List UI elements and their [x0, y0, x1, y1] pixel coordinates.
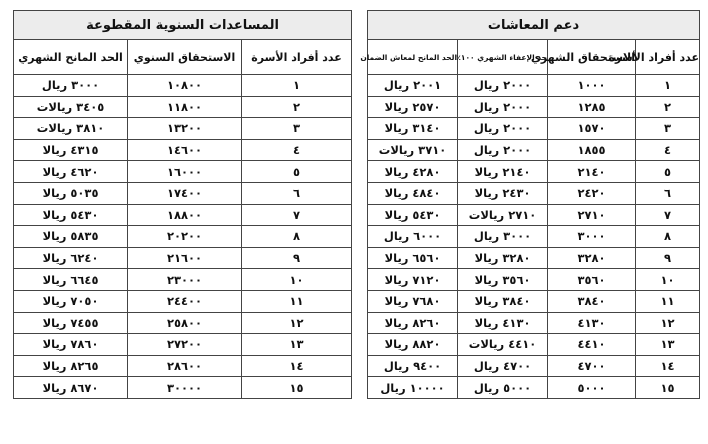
- table-row: [14, 75, 352, 97]
- monthly-entitlement-cell: ٤٧٠٠: [548, 355, 636, 377]
- monthly-entitlement-cell: ٣٨٤٠: [548, 290, 636, 312]
- header-family-size: عدد أفراد الأسرة: [636, 40, 700, 75]
- exemption-limit-cell: ٢٧١٠ ريالات: [458, 204, 548, 226]
- family-size-cell: ٣: [636, 118, 700, 140]
- annual-assistance-table: [13, 10, 352, 399]
- monthly-entitlement-cell: ٣٥٦٠: [548, 269, 636, 291]
- pension-threshold-cell: ٤٢٨٠ ريالا: [368, 161, 458, 183]
- pension-threshold-cell: ٨٢٦٠ ريالا: [368, 312, 458, 334]
- table-row: [368, 118, 700, 140]
- pension-threshold-cell: ٦٠٠٠ ريال: [368, 226, 458, 248]
- monthly-threshold-cell: ٧٠٥٠ ريالا: [14, 290, 128, 312]
- pension-threshold-cell: ٧١٢٠ ريالا: [368, 269, 458, 291]
- pension-threshold-cell: ٤٨٤٠ ريالا: [368, 182, 458, 204]
- table-row: [368, 182, 700, 204]
- header-pension-threshold: الحد المانح لمعاش الضمان: [368, 40, 458, 75]
- monthly-entitlement-cell: ١٢٨٥: [548, 96, 636, 118]
- exemption-limit-cell: ٥٠٠٠ ريال: [458, 377, 548, 399]
- monthly-entitlement-cell: ١٠٠٠: [548, 75, 636, 97]
- table-row: [14, 377, 352, 399]
- exemption-limit-cell: ٢١٤٠ ريالا: [458, 161, 548, 183]
- family-size-cell: ١١: [636, 290, 700, 312]
- annual-entitlement-cell: ٢٠٢٠٠: [128, 226, 242, 248]
- table-row: [368, 161, 700, 183]
- family-size-cell: ٢: [242, 96, 352, 118]
- family-size-cell: ١٣: [636, 334, 700, 356]
- table-row: [14, 161, 352, 183]
- annual-entitlement-cell: ٢٥٨٠٠: [128, 312, 242, 334]
- pension-threshold-cell: ٣١٤٠ ريالا: [368, 118, 458, 140]
- exemption-limit-cell: ٢٠٠٠ ريال: [458, 139, 548, 161]
- family-size-cell: ٨: [242, 226, 352, 248]
- family-size-cell: ٦: [242, 182, 352, 204]
- pension-threshold-cell: ٢٠٠١ ريال: [368, 75, 458, 97]
- pension-table-title: دعم المعاشات: [368, 11, 700, 40]
- annual-entitlement-cell: ١٤٦٠٠: [128, 139, 242, 161]
- table-row: [368, 75, 700, 97]
- annual-entitlement-cell: ٢٤٤٠٠: [128, 290, 242, 312]
- table-row: [368, 377, 700, 399]
- family-size-cell: ١٤: [636, 355, 700, 377]
- annual-entitlement-cell: ١٧٤٠٠: [128, 182, 242, 204]
- family-size-cell: ١١: [242, 290, 352, 312]
- family-size-cell: ١٣: [242, 334, 352, 356]
- pension-threshold-cell: ٣٧١٠ ريالات: [368, 139, 458, 161]
- table-row: [368, 96, 700, 118]
- family-size-cell: ١٥: [636, 377, 700, 399]
- annual-entitlement-cell: ١٦٠٠٠: [128, 161, 242, 183]
- monthly-threshold-cell: ٦٢٤٠ ريالا: [14, 247, 128, 269]
- family-size-cell: ٥: [242, 161, 352, 183]
- exemption-limit-cell: ٣٥٦٠ ريالا: [458, 269, 548, 291]
- table-row: [368, 139, 700, 161]
- family-size-cell: ٥: [636, 161, 700, 183]
- table-row: [14, 118, 352, 140]
- table-row: [14, 334, 352, 356]
- table-row: [14, 290, 352, 312]
- exemption-limit-cell: ٣٢٨٠ ريالا: [458, 247, 548, 269]
- family-size-cell: ١٠: [636, 269, 700, 291]
- exemption-limit-cell: ٤٤١٠ ريالات: [458, 334, 548, 356]
- pension-threshold-cell: ١٠٠٠٠ ريال: [368, 377, 458, 399]
- monthly-entitlement-cell: ٣٢٨٠: [548, 247, 636, 269]
- annual-entitlement-cell: ١٨٨٠٠: [128, 204, 242, 226]
- header-annual-entitlement: الاستحقاق السنوي: [128, 40, 242, 75]
- family-size-cell: ٤: [242, 139, 352, 161]
- monthly-threshold-cell: ٥٤٣٠ ريالا: [14, 204, 128, 226]
- exemption-limit-cell: ٢٤٣٠ ريالا: [458, 182, 548, 204]
- table-row: [368, 226, 700, 248]
- pension-threshold-cell: ٨٨٢٠ ريالا: [368, 334, 458, 356]
- annual-entitlement-cell: ٢٨٦٠٠: [128, 355, 242, 377]
- annual-entitlement-cell: ١٣٢٠٠: [128, 118, 242, 140]
- table-row: [368, 247, 700, 269]
- family-size-cell: ٧: [636, 204, 700, 226]
- monthly-threshold-cell: ٧٤٥٥ ريالا: [14, 312, 128, 334]
- monthly-threshold-cell: ٥٠٣٥ ريالا: [14, 182, 128, 204]
- exemption-limit-cell: ٢٠٠٠ ريال: [458, 96, 548, 118]
- table-row: [14, 312, 352, 334]
- family-size-cell: ٦: [636, 182, 700, 204]
- table-row: [368, 204, 700, 226]
- table-row: [14, 182, 352, 204]
- monthly-entitlement-cell: ٢٧١٠: [548, 204, 636, 226]
- monthly-entitlement-cell: ١٥٧٠: [548, 118, 636, 140]
- annual-entitlement-cell: ٣٠٠٠٠: [128, 377, 242, 399]
- family-size-cell: ١: [636, 75, 700, 97]
- monthly-entitlement-cell: ٤٤١٠: [548, 334, 636, 356]
- table-row: [14, 96, 352, 118]
- monthly-entitlement-cell: ٢١٤٠: [548, 161, 636, 183]
- table-row: [14, 226, 352, 248]
- pension-threshold-cell: ٩٤٠٠ ريال: [368, 355, 458, 377]
- family-size-cell: ١: [242, 75, 352, 97]
- exemption-limit-cell: ٤١٣٠ ريالا: [458, 312, 548, 334]
- monthly-entitlement-cell: ٢٤٢٠: [548, 182, 636, 204]
- exemption-limit-cell: ٣٠٠٠ ريال: [458, 226, 548, 248]
- family-size-cell: ٧: [242, 204, 352, 226]
- monthly-entitlement-cell: ٥٠٠٠: [548, 377, 636, 399]
- family-size-cell: ٣: [242, 118, 352, 140]
- exemption-limit-cell: ٤٧٠٠ ريال: [458, 355, 548, 377]
- pension-threshold-cell: ٦٥٦٠ ريالا: [368, 247, 458, 269]
- exemption-limit-cell: ٣٨٤٠ ريالا: [458, 290, 548, 312]
- annual-entitlement-cell: ١١٨٠٠: [128, 96, 242, 118]
- monthly-threshold-cell: ٣٤٠٥ ريالات: [14, 96, 128, 118]
- annual-entitlement-cell: ١٠٨٠٠: [128, 75, 242, 97]
- table-row: [14, 269, 352, 291]
- pension-threshold-cell: ٥٤٣٠ ريالا: [368, 204, 458, 226]
- exemption-limit-cell: ٢٠٠٠ ريال: [458, 75, 548, 97]
- pension-threshold-cell: ٧٦٨٠ ريالا: [368, 290, 458, 312]
- annual-entitlement-cell: ٢١٦٠٠: [128, 247, 242, 269]
- table-row: [14, 204, 352, 226]
- family-size-cell: ٩: [242, 247, 352, 269]
- exemption-limit-cell: ٢٠٠٠ ريال: [458, 118, 548, 140]
- annual-table-title: المساعدات السنوية المقطوعة: [14, 11, 352, 40]
- family-size-cell: ٨: [636, 226, 700, 248]
- pension-support-table: [360, 10, 700, 399]
- table-row: [368, 312, 700, 334]
- family-size-cell: ١٢: [636, 312, 700, 334]
- monthly-threshold-cell: ٧٨٦٠ ريالا: [14, 334, 128, 356]
- table-row: [368, 290, 700, 312]
- monthly-threshold-cell: ٤٦٢٠ ريالا: [14, 161, 128, 183]
- family-size-cell: ٤: [636, 139, 700, 161]
- pension-threshold-cell: ٢٥٧٠ ريالا: [368, 96, 458, 118]
- monthly-threshold-cell: ٣٠٠٠ ريال: [14, 75, 128, 97]
- monthly-threshold-cell: ٦٦٤٥ ريالا: [14, 269, 128, 291]
- monthly-threshold-cell: ٨٦٧٠ ريالا: [14, 377, 128, 399]
- header-monthly-threshold: الحد المانح الشهري: [14, 40, 128, 75]
- monthly-threshold-cell: ٤٣١٥ ريالا: [14, 139, 128, 161]
- monthly-entitlement-cell: ٣٠٠٠: [548, 226, 636, 248]
- family-size-cell: ١٠: [242, 269, 352, 291]
- family-size-cell: ١٥: [242, 377, 352, 399]
- table-row: [368, 334, 700, 356]
- table-row: [368, 269, 700, 291]
- table-row: [14, 139, 352, 161]
- annual-entitlement-cell: ٢٣٠٠٠: [128, 269, 242, 291]
- family-size-cell: ١٢: [242, 312, 352, 334]
- table-row: [368, 355, 700, 377]
- header-family-size: عدد أفراد الأسرة: [242, 40, 352, 75]
- family-size-cell: ٢: [636, 96, 700, 118]
- annual-entitlement-cell: ٢٧٢٠٠: [128, 334, 242, 356]
- monthly-entitlement-cell: ١٨٥٥: [548, 139, 636, 161]
- header-monthly-entitlement: الاستحقاق الشهري: [548, 40, 636, 75]
- monthly-threshold-cell: ٥٨٣٥ ريالا: [14, 226, 128, 248]
- monthly-threshold-cell: ٣٨١٠ ريالات: [14, 118, 128, 140]
- monthly-threshold-cell: ٨٢٦٥ ريالا: [14, 355, 128, 377]
- monthly-entitlement-cell: ٤١٣٠: [548, 312, 636, 334]
- table-row: [14, 247, 352, 269]
- header-exemption-limit: حد الإعفاء الشهري ١٠٠٪: [458, 40, 548, 75]
- table-row: [14, 355, 352, 377]
- family-size-cell: ٩: [636, 247, 700, 269]
- family-size-cell: ١٤: [242, 355, 352, 377]
